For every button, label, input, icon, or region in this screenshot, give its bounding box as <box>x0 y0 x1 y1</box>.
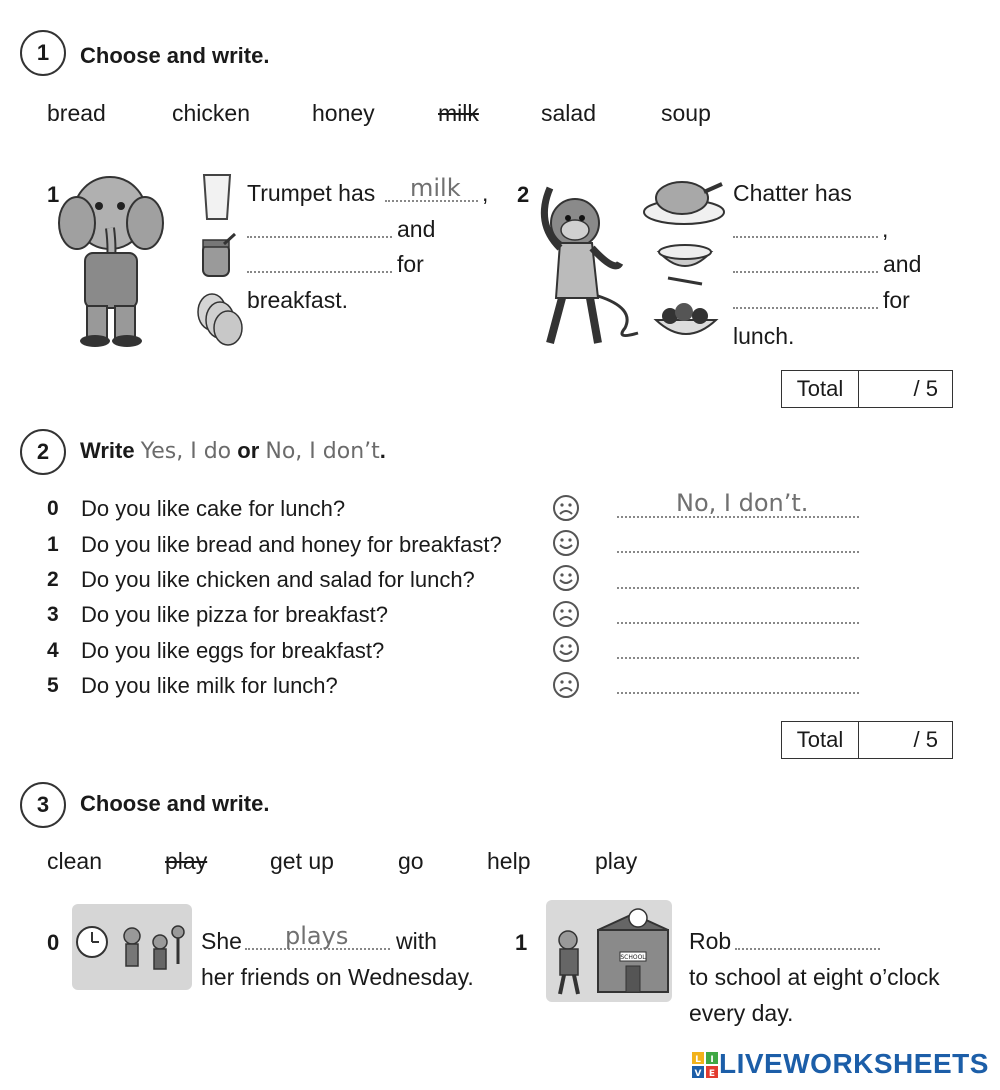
happy-face-icon <box>552 529 580 557</box>
word-go: go <box>398 848 424 874</box>
sad-face-icon <box>552 671 580 699</box>
honey-jar-icon <box>198 232 238 280</box>
school-sign: SCHOOL <box>620 954 646 961</box>
item-1-answer-example: milk <box>410 174 461 202</box>
word-play-crossed: play <box>165 848 208 874</box>
item-1-answer-line-2[interactable] <box>247 236 392 238</box>
question-4-number: 4 <box>47 639 59 662</box>
kids-playing-illustration <box>72 904 192 990</box>
section-1-title: Choose and write. <box>80 43 270 68</box>
item-1-for: for <box>397 251 424 277</box>
question-1-text: Do you like bread and honey for breakfast? <box>81 532 502 557</box>
word-soup: soup <box>661 100 711 126</box>
question-0-answer-example: No, I don’t. <box>676 489 809 517</box>
section-2-title-period: . <box>379 438 386 463</box>
item-2-text-part1: Chatter has <box>733 180 852 206</box>
section-2-title <box>80 438 386 464</box>
word-help: help <box>487 848 531 874</box>
section-1-number: 1 <box>20 30 66 76</box>
section-2-total-label: Total <box>782 722 859 758</box>
item-1-number: 1 <box>47 182 60 207</box>
section-2-title-write: Write <box>80 438 135 463</box>
section-2-title-no: No, I don’t <box>265 439 380 464</box>
question-5-text: Do you like milk for lunch? <box>81 673 338 698</box>
section-3-item-1-number: 1 <box>515 930 528 955</box>
section-3-item-1-rob: Rob <box>689 928 732 954</box>
question-2-number: 2 <box>47 568 59 591</box>
section-3-item-0-answer-example: plays <box>285 922 349 950</box>
liveworksheets-logo-text[interactable]: LIVEWORKSHEETS <box>719 1048 989 1079</box>
question-2-answer-line[interactable] <box>617 587 859 589</box>
item-1-text-part1: Trumpet has <box>247 180 376 206</box>
section-2-total-score: / 5 <box>913 727 938 752</box>
svg-text:V: V <box>694 1069 702 1078</box>
school-illustration <box>546 900 672 1002</box>
section-3-item-1-line3: every day. <box>689 1000 794 1026</box>
section-3-number: 3 <box>20 782 66 828</box>
question-1-answer-line[interactable] <box>617 551 859 553</box>
section-3-item-0-number: 0 <box>47 930 60 955</box>
svg-text:I: I <box>710 1055 714 1065</box>
section-3-item-1-line2: to school at eight o’clock <box>689 964 940 990</box>
section-2-total-box <box>781 721 953 759</box>
happy-face-icon <box>552 564 580 592</box>
word-milk-crossed: milk <box>438 100 479 126</box>
question-0-text: Do you like cake for lunch? <box>81 496 346 521</box>
section-3-item-0-she: She <box>201 928 242 954</box>
item-1-comma: , <box>482 180 489 206</box>
section-3-item-0-with: with <box>396 928 437 954</box>
item-2-end: lunch. <box>733 323 795 349</box>
milk-glass-icon <box>200 172 234 222</box>
section-2-number: 2 <box>20 429 66 475</box>
happy-face-icon <box>552 635 580 663</box>
svg-text:E: E <box>708 1069 716 1078</box>
salad-bowl-icon <box>652 298 720 348</box>
monkey-illustration <box>520 168 640 350</box>
item-1-end: breakfast. <box>247 287 348 313</box>
svg-text:L: L <box>695 1055 701 1065</box>
word-bread: bread <box>47 100 106 126</box>
question-3-number: 3 <box>47 603 59 626</box>
word-play: play <box>595 848 638 874</box>
section-3-item-0-line2: her friends on Wednesday. <box>201 964 474 990</box>
question-5-answer-line[interactable] <box>617 692 859 694</box>
item-2-comma: , <box>882 216 889 242</box>
item-2-answer-line-2[interactable] <box>733 271 878 273</box>
section-3-item-1-answer-line[interactable] <box>735 948 880 950</box>
word-chicken: chicken <box>172 100 250 126</box>
bread-icon <box>194 290 250 348</box>
word-clean: clean <box>47 848 102 874</box>
question-3-text: Do you like pizza for breakfast? <box>81 602 388 627</box>
sad-face-icon <box>552 494 580 522</box>
question-1-number: 1 <box>47 533 59 556</box>
item-2-for: for <box>883 287 910 313</box>
item-2-answer-line-3[interactable] <box>733 307 878 309</box>
item-2-answer-line-1[interactable] <box>733 236 878 238</box>
section-1-total-score: / 5 <box>913 376 938 401</box>
word-get-up: get up <box>270 848 334 874</box>
question-0-number: 0 <box>47 497 59 520</box>
question-4-text: Do you like eggs for breakfast? <box>81 638 385 663</box>
question-2-text: Do you like chicken and salad for lunch? <box>81 567 475 592</box>
item-1-answer-line-3[interactable] <box>247 271 392 273</box>
word-honey: honey <box>312 100 375 126</box>
question-5-number: 5 <box>47 674 59 697</box>
section-2-title-yes: Yes, I do <box>140 439 232 464</box>
elephant-illustration <box>55 168 170 348</box>
sad-face-icon <box>552 600 580 628</box>
soup-bowl-icon <box>656 240 714 290</box>
liveworksheets-logo-mark <box>692 1052 718 1078</box>
question-3-answer-line[interactable] <box>617 622 859 624</box>
section-2-title-or: or <box>237 438 260 463</box>
question-4-answer-line[interactable] <box>617 657 859 659</box>
section-1-total-box <box>781 370 953 408</box>
section-3-title: Choose and write. <box>80 791 270 816</box>
item-2-and: and <box>883 251 922 277</box>
word-salad: salad <box>541 100 596 126</box>
roast-chicken-icon <box>642 174 730 226</box>
item-1-and: and <box>397 216 436 242</box>
item-2-number: 2 <box>517 182 530 207</box>
section-1-total-label: Total <box>782 371 859 407</box>
